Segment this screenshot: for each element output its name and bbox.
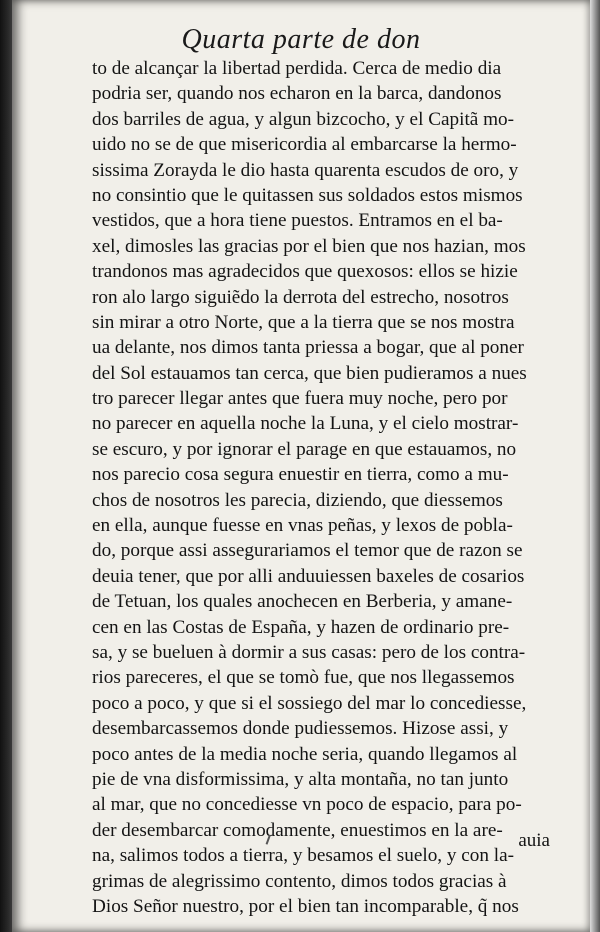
text-line: podria ser, quando nos echaron en la barca, dandonos — [92, 83, 502, 105]
text-line: deuia tener, que por alli anduuiessen baxeles de cosarios — [92, 565, 525, 587]
text-line: sa, y se bueluen à dormir a sus casas: pero de los contra- — [92, 641, 526, 663]
catchword: auia — [518, 830, 550, 851]
text-line: to de alcançar la libertad perdida. Cerca de medio dia — [92, 58, 502, 79]
text-line: ua delante, nos dimos tanta priessa a bogar, que al poner — [92, 337, 524, 359]
text-line: dos barriles de agua, y algun bizcocho, y el Capitã mo- — [92, 108, 514, 130]
text-line: Dios Señor nuestro, por el bien tan incomparable, q̃ nos — [92, 895, 519, 917]
text-line: se escuro, y por ignorar el parage en que estauamos, no — [92, 438, 517, 460]
body-text — [92, 56, 586, 919]
text-line: cen en las Costas de España, y hazen de ordinario pre- — [92, 616, 510, 638]
text-line: al mar, que no concediesse vn poco de espacio, para po- — [92, 794, 522, 816]
text-line: na, salimos todos a tierra, y besamos el suelo, y con la- — [92, 845, 515, 867]
text-line: uido no se de que misericordia al embarcarse la hermo- — [92, 134, 517, 156]
text-line: pie de vna disformissima, y alta montaña, no tan junto — [92, 768, 509, 790]
text-line: desembarcassemos donde pudiessemos. Hizose assi, y — [92, 718, 509, 740]
text-line: rios pareceres, el que se tomò fue, que nos llegassemos — [92, 667, 515, 689]
text-line: del Sol estauamos tan cerca, que bien pudieramos a nues — [92, 362, 527, 384]
text-line: chos de nosotros les parecia, diziendo, que diessemos — [92, 489, 503, 511]
text-line: poco a poco, y que si el sossiego del mar lo concediesse, — [92, 692, 527, 714]
text-line: der desembarcar comodamente, enuestimos en la are- — [92, 819, 503, 841]
text-line: en ella, aunque fuesse en vnas peñas, y lexos de pobla- — [92, 515, 513, 537]
scan-edge-right — [590, 0, 600, 932]
text-line: xel, dimosles las gracias por el bien que nos hazian, mos — [92, 235, 526, 257]
text-line: poco antes de la media noche seria, quando llegamos al — [92, 743, 518, 765]
text-line: sin mirar a otro Norte, que a la tierra que se nos mostra — [92, 311, 515, 333]
text-line: sissima Zorayda le dio hasta quarenta escudos de oro, y — [92, 159, 519, 181]
text-line: trandonos mas agradecidos que quexosos: ellos se hizie — [92, 261, 518, 283]
book-page — [12, 0, 590, 932]
text-line: tro parecer llegar antes que fuera muy noche, pero por — [92, 388, 508, 410]
text-line: de Tetuan, los quales anochecen en Berberia, y amane- — [92, 591, 513, 613]
text-line: nos parecio cosa segura enuestir en tierra, como a mu- — [92, 464, 509, 486]
text-line: ron alo largo siguiẽdo la derrota del estrecho, nosotros — [92, 286, 509, 308]
text-line: no consintio que le quitassen sus soldados estos mismos — [92, 184, 523, 206]
text-line: do, porque assi assegurariamos el temor que de razon se — [92, 540, 523, 562]
running-head: Quarta parte de don — [181, 24, 421, 55]
text-line: grimas de alegrissimo contento, dimos todos gracias à — [92, 870, 507, 892]
text-line: vestidos, que a hora tiene puestos. Entramos en el ba- — [92, 210, 503, 232]
text-line: no parecer en aquella noche la Luna, y el cielo mostrar- — [92, 413, 519, 435]
